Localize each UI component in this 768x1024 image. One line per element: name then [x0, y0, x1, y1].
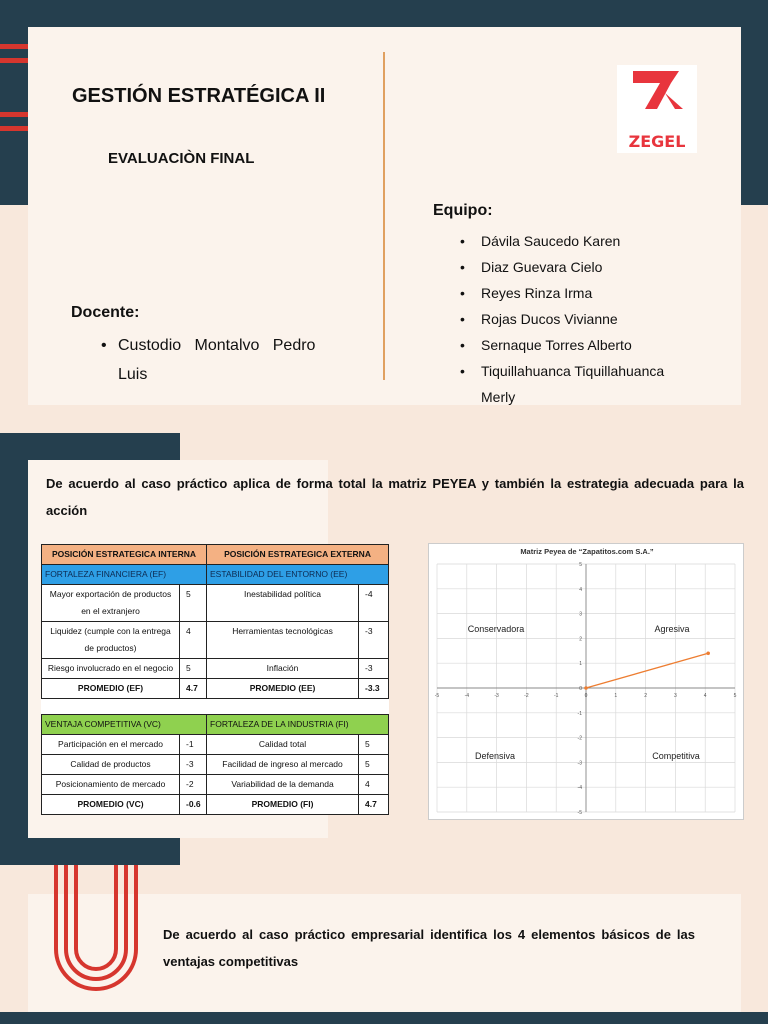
table-header-external: POSICIÓN ESTRATEGICA EXTERNA	[207, 545, 389, 565]
y-tick-label: 1	[579, 661, 582, 668]
team-member: • Tiquillahuanca Tiquillahuanca	[460, 358, 730, 384]
x-tick-label: -3	[494, 693, 499, 699]
factor-ef: FORTALEZA FINANCIERA (EF)	[42, 565, 207, 585]
x-tick-label: 1	[614, 693, 618, 699]
x-tick-label: -5	[434, 693, 440, 699]
y-tick-label: -5	[577, 810, 582, 816]
quadrant-competitiva: Competitiva	[652, 751, 700, 761]
table-factor-row	[42, 565, 389, 585]
red-stripe	[0, 112, 28, 117]
chart-title: Matriz Peyea de “Zapatitos.com S.A.”	[520, 547, 654, 556]
y-tick-label: -2	[577, 735, 582, 742]
docente-label: Docente:	[71, 304, 140, 321]
team-member: • Rojas Ducos Vivianne	[460, 306, 730, 332]
table-average-row: PROMEDIO (EF) 4.7 PROMEDIO (EE) -3.3	[42, 679, 389, 699]
x-tick-label: -2	[524, 693, 529, 699]
table-row: Participación en el mercado -1 Calidad total 5	[42, 735, 389, 755]
docente-name-cont: Luis	[118, 366, 148, 383]
team-member: • Diaz Guevara Cielo	[460, 254, 730, 280]
vertical-divider	[383, 52, 385, 380]
team-member: • Reyes Rinza Irma	[460, 280, 730, 306]
table-row: Posicionamiento de mercado -2 Variabilidad de la demanda 4	[42, 775, 389, 795]
table-header-internal: POSICIÓN ESTRATEGICA INTERNA	[42, 545, 207, 565]
table-row: Riesgo involucrado en el negocio 5 Inflación -3	[42, 659, 389, 679]
x-tick-label: 4	[703, 693, 707, 699]
y-tick-label: -4	[577, 785, 582, 792]
peyea-chart-svg	[429, 544, 745, 821]
table-row: Mayor exportación de productos en el extranjero 5 Inestabilidad política -4	[42, 585, 389, 622]
quadrant-agresiva: Agresiva	[654, 624, 690, 634]
factor-fi: FORTALEZA DE LA INDUSTRIA (FI)	[207, 715, 389, 735]
table-row: Calidad de productos -3 Facilidad de ingreso al mercado 5	[42, 755, 389, 775]
y-tick-label: 5	[579, 562, 582, 568]
y-tick-label: -1	[577, 710, 582, 717]
competitive-instruction: De acuerdo al caso práctico empresarial identifica los 4 elementos básicos de las ventajas competitivas	[163, 927, 695, 969]
factor-ee: ESTABILIDAD DEL ENTORNO (EE)	[207, 565, 389, 585]
zegel-mark-icon	[617, 65, 697, 153]
peyea-chart	[428, 543, 744, 820]
docente-list	[101, 331, 319, 389]
x-tick-label: -1	[553, 693, 559, 699]
table-spacer-row	[42, 699, 389, 715]
equipo-list	[460, 228, 730, 410]
table-row: Liquidez (cumple con la entrega de productos) 4 Herramientas tecnológicas -3	[42, 622, 389, 659]
data-point	[706, 651, 710, 655]
equipo-label: Equipo:	[433, 202, 493, 219]
x-tick-label: 3	[674, 693, 677, 699]
x-tick-label: 5	[733, 693, 737, 699]
red-stripe	[0, 126, 28, 131]
y-tick-label: 2	[579, 636, 582, 643]
peyea-table	[41, 544, 389, 815]
factor-vc: VENTAJA COMPETITIVA (VC)	[42, 715, 207, 735]
data-point	[584, 686, 588, 690]
chart-series	[584, 651, 710, 689]
page-title: GESTIÓN ESTRATÉGICA II	[72, 85, 326, 107]
u-shape-icon	[50, 865, 142, 1000]
zegel-logo	[617, 65, 697, 153]
quadrant-defensiva: Defensiva	[474, 751, 516, 761]
x-tick-label: 0	[584, 693, 588, 699]
logo-text: ZEGEL	[628, 132, 686, 151]
y-tick-label: 0	[579, 686, 582, 692]
y-tick-label: 4	[579, 586, 582, 593]
table-header-row	[42, 545, 389, 565]
team-member: • Dávila Saucedo Karen	[460, 228, 730, 254]
series-line	[586, 653, 708, 688]
y-tick-label: 3	[579, 611, 582, 618]
red-stripe	[0, 44, 28, 49]
quadrant-conservadora: Conservadora	[467, 624, 525, 634]
team-member: • Sernaque Torres Alberto	[460, 332, 730, 358]
bottom-dark-band	[0, 1012, 768, 1024]
docente-name: • Custodio Montalvo Pedro	[101, 331, 319, 360]
x-tick-label: -4	[464, 693, 470, 699]
team-member-cont: Merly	[481, 389, 516, 405]
table-factor-row	[42, 715, 389, 735]
table-average-row: PROMEDIO (VC) -0.6 PROMEDIO (FI) 4.7	[42, 795, 389, 815]
peyea-instruction: De acuerdo al caso práctico aplica de forma total la matriz PEYEA y también la estrategia adecuada para la acción	[46, 476, 744, 518]
x-tick-label: 2	[644, 693, 647, 699]
red-stripe	[0, 58, 28, 63]
page-subtitle: EVALUACIÒN FINAL	[108, 150, 255, 167]
y-tick-label: -3	[577, 760, 582, 767]
